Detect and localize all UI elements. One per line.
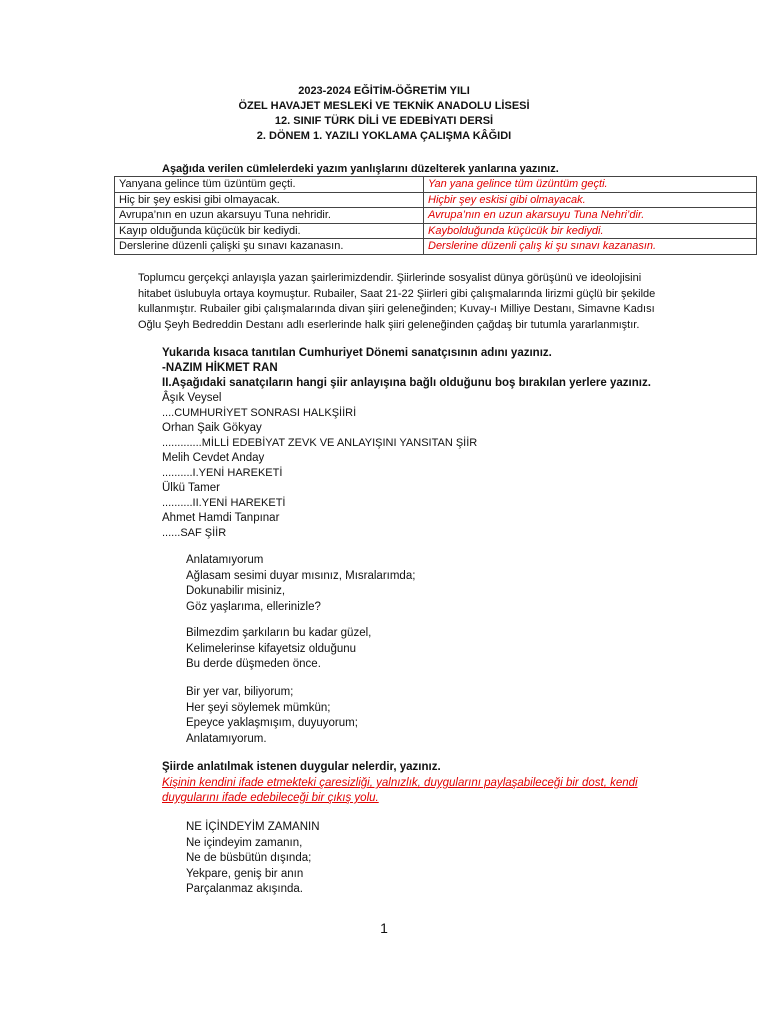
table-row: [115, 239, 757, 255]
poem-line: Kelimelerinse kifayetsiz olduğunu: [186, 642, 357, 655]
header-exam-title: 2. DÖNEM 1. YAZILI YOKLAMA ÇALIŞMA KÂĞIDI: [256, 130, 512, 142]
table-row: [115, 177, 757, 193]
table-row: [115, 223, 757, 239]
wrong-sentence: Derslerine düzenli çalişki şu sınavı kazanasın.: [115, 239, 424, 255]
spelling-correction-table: [114, 176, 757, 255]
poem-title: NE İÇİNDEYİM ZAMANIN: [186, 821, 320, 833]
wrong-sentence: Hiç bir şey eskisi gibi olmayacak.: [115, 192, 424, 208]
poem-stanza: [186, 626, 371, 673]
poem-line: Anlatamıyorum: [186, 554, 264, 566]
poem-stanza: [186, 685, 358, 747]
poet-name: Âşık Veysel: [162, 392, 222, 404]
wrong-sentence: Yanyana gelince tüm üzüntüm geçti.: [115, 177, 424, 193]
poet-answer: ......SAF ŞİİR: [162, 527, 227, 539]
poem-line: Dokunabilir misiniz,: [186, 585, 286, 597]
poet-name: Ülkü Tamer: [162, 482, 220, 494]
table-row: [115, 192, 757, 208]
poet-description-passage: Toplumcu gerçekçi anlayışla yazan şairlerimizdendir. Şiirlerinde sosyalist dünya görüşünü ve ideolojisini hitabet üslubuyla ortaya koymuştur. Rubailer, Saat 21-22 Şiirleri gibi çalışmalarında lirizmi güçlü bir şekilde kullanmıştır. Rubailer gibi çalışmalarında divan şiiri geleneğinden; Kuvay-ı Milliye Destanı, Simavne Kadısı Oğlu Şeyh Bedreddin Destanı adlı eserlerinde halk şiiri geleneğinden çağdaş bir tutumla yararlanmıştır.: [138, 272, 656, 331]
q4-answer-line: duygularını ifade edebileceği bir çıkış yolu.: [162, 792, 379, 804]
corrected-sentence: Yan yana gelince tüm üzüntüm geçti.: [424, 177, 757, 193]
poem-line: Anlatamıyorum.: [186, 732, 267, 745]
poem-stanza: [186, 553, 415, 615]
poet-answer: ..........II.YENİ HAREKETİ: [162, 497, 286, 509]
corrected-sentence: Kaybolduğunda küçücük bir kediydi.: [424, 223, 757, 239]
poem-line: Yekpare, geniş bir anın: [186, 867, 304, 880]
poet-name: Orhan Şaik Gökyay: [162, 422, 262, 434]
q4-answer-line: Kişinin kendini ifade etmekteki çaresizliği, yalnızlık, duygularını paylaşabileceği bir dost, kendi: [162, 777, 638, 789]
header-school-year: 2023-2024 EĞİTİM-ÖĞRETİM YILI: [298, 85, 470, 97]
page-number: 1: [380, 920, 388, 936]
poem-stanza: [186, 820, 320, 898]
header-school-name: ÖZEL HAVAJET MESLEKİ VE TEKNİK ANADOLU LİSESİ: [238, 100, 530, 112]
poem-line: Parçalanmaz akışında.: [186, 883, 303, 895]
table-row: [115, 208, 757, 224]
poet-answer: ....CUMHURİYET SONRASI HALKŞİİRİ: [162, 407, 357, 419]
poem-line: Ne içindeyim zamanın,: [186, 836, 303, 849]
poem-line: Her şeyi söylemek mümkün;: [186, 701, 331, 714]
q2-question: Yukarıda kısaca tanıtılan Cumhuriyet Dönemi sanatçısının adını yazınız.: [162, 347, 552, 359]
poem-line: Ne de büsbütün dışında;: [186, 852, 312, 864]
q3-question: II.Aşağıdaki sanatçıların hangi şiir anlayışına bağlı olduğunu boş bırakılan yerlere yazınız.: [162, 377, 651, 389]
corrected-sentence: Avrupa’nın en uzun akarsuyu Tuna Nehri’dir.: [424, 208, 757, 224]
poem-line: Epeyce yaklaşmışım, duyuyorum;: [186, 717, 358, 729]
poem-line: Ağlasam sesimi duyar mısınız, Mısralarımda;: [186, 569, 416, 582]
poet-answer: .............MİLLİ EDEBİYAT ZEVK VE ANLAYIŞINI YANSITAN ŞİİR: [162, 437, 478, 449]
q4-question: Şiirde anlatılmak istenen duygular nelerdir, yazınız.: [162, 761, 441, 773]
poem-line: Göz yaşlarıma, ellerinizle?: [186, 600, 321, 613]
wrong-sentence: Avrupa’nın en uzun akarsuyu Tuna nehridir.: [115, 208, 424, 224]
poet-name: Melih Cevdet Anday: [162, 452, 265, 464]
wrong-sentence: Kayıp olduğunda küçücük bir kediydi.: [115, 223, 424, 239]
corrected-sentence: Derslerine düzenli çalış ki şu sınavı kazanasın.: [424, 239, 757, 255]
header-course: 12. SINIF TÜRK DİLİ VE EDEBİYATI DERSİ: [274, 115, 494, 127]
q1-instruction: Aşağıda verilen cümlelerdeki yazım yanlışlarını düzelterek yanlarına yazınız.: [162, 163, 559, 175]
poem-line: Bu derde düşmeden önce.: [186, 658, 321, 670]
corrected-sentence: Hiçbir şey eskisi gibi olmayacak.: [424, 192, 757, 208]
poem-line: Bilmezdim şarkıların bu kadar güzel,: [186, 627, 372, 639]
poet-answer: ..........I.YENİ HAREKETİ: [162, 467, 283, 479]
poem-line: Bir yer var, biliyorum;: [186, 686, 294, 698]
poet-name: Ahmet Hamdi Tanpınar: [162, 512, 280, 524]
q2-answer: -NAZIM HİKMET RAN: [162, 362, 278, 374]
document-header: [0, 84, 768, 144]
